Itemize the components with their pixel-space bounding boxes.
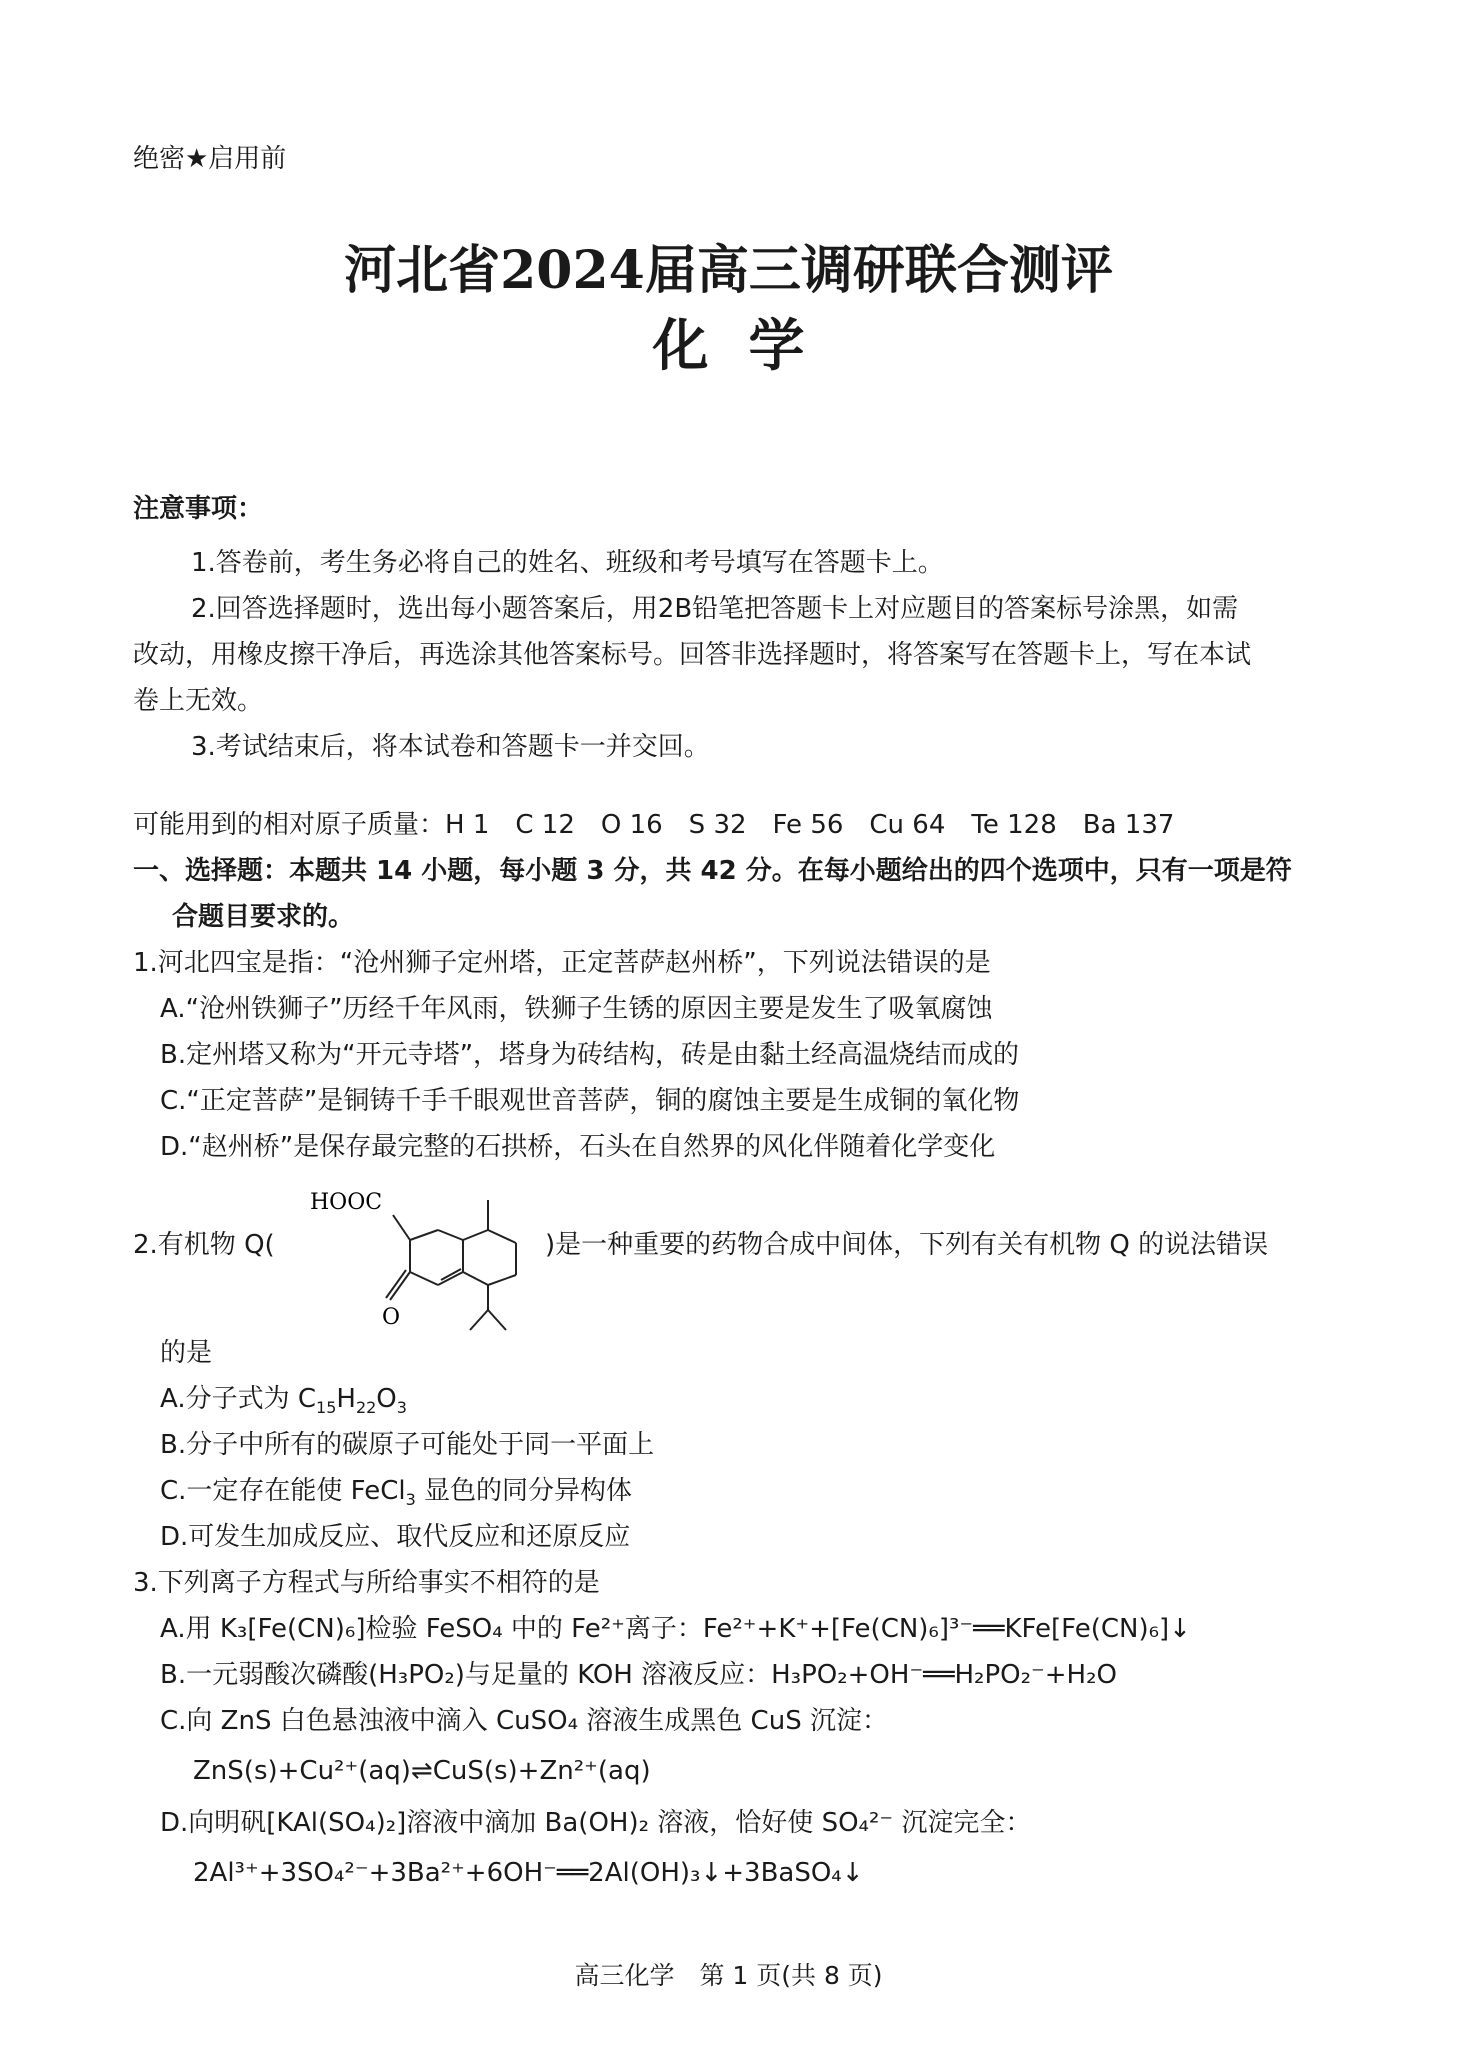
q3-option-b: B.一元弱酸次磷酸(H₃PO₂)与足量的 KOH 溶液反应：H₃PO₂+OH⁻══H₂PO₂⁻+H₂O (160, 1660, 1117, 1690)
q2-option-a: A.分子式为 $C_{15}H_{22}O_3$ (160, 1384, 407, 1418)
q3-option-c-equation: ZnS(s)+Cu²⁺(aq)⇌CuS(s)+Zn²⁺(aq) (193, 1756, 651, 1786)
atomic-masses: 可能用到的相对原子质量：H 1 C 12 O 16 S 32 Fe 56 Cu 64 Te 128 Ba 137 (133, 810, 1175, 840)
molecule-q-structure (298, 1185, 538, 1335)
q1-option-c: C.“正定菩萨”是铜铸千手千眼观世音菩萨，铜的腐蚀主要是生成铜的氧化物 (160, 1086, 1020, 1116)
q1-option-a: A.“沧州铁狮子”历经千年风雨，铁狮子生锈的原因主要是发生了吸氧腐蚀 (160, 994, 993, 1024)
q3-option-d: D.向明矾[KAl(SO₄)₂]溶液中滴加 Ba(OH)₂ 溶液，恰好使 SO₄²⁻ 沉淀完全： (160, 1808, 1032, 1838)
q2-stem-end: 的是 (160, 1338, 213, 1368)
notice-item-1: 1.答卷前，考生务必将自己的姓名、班级和考号填写在答题卡上。 (191, 548, 944, 578)
section1-heading: 一、选择题：本题共 14 小题，每小题 3 分，共 42 分。在每小题给出的四个选项中，只有一项是符 (133, 856, 1292, 886)
q3-option-a: A.用 K₃[Fe(CN)₆]检验 FeSO₄ 中的 Fe²⁺离子：Fe²⁺+K⁺+[Fe(CN)₆]³⁻══KFe[Fe(CN)₆]↓ (160, 1614, 1191, 1644)
exam-title: 河北省2024届高三调研联合测评 (344, 240, 1113, 301)
notice-item-3: 3.考试结束后，将本试卷和答题卡一并交回。 (191, 732, 710, 762)
q2-stem-suffix: )是一种重要的药物合成中间体，下列有关有机物 Q 的说法错误 (545, 1230, 1269, 1260)
subject-title: 化学 (652, 313, 845, 379)
q3-option-d-equation: 2Al³⁺+3SO₄²⁻+3Ba²⁺+6OH⁻══2Al(OH)₃↓+3BaSO₄↓ (193, 1858, 864, 1888)
q2-option-d: D.可发生加成反应、取代反应和还原反应 (160, 1522, 631, 1552)
page-footer: 高三化学 第 1 页(共 8 页) (574, 1961, 883, 1990)
q1-option-b: B.定州塔又称为“开元寺塔”，塔身为砖结构，砖是由黏土经高温烧结而成的 (160, 1040, 1020, 1070)
q2-option-c: C.一定存在能使 FeCl$_3$ 显色的同分异构体 (160, 1476, 633, 1510)
mol-label-cooh: HOOC (310, 1190, 383, 1215)
q3-stem: 3.下列离子方程式与所给事实不相符的是 (133, 1568, 600, 1598)
notice-item-2: 2.回答选择题时，选出每小题答案后，用2B铅笔把答题卡上对应题目的答案标号涂黑，如需 (191, 594, 1239, 624)
notice-heading: 注意事项： (133, 494, 264, 524)
secret-label: 绝密★启用前 (133, 144, 287, 174)
q1-option-d: D.“赵州桥”是保存最完整的石拱桥，石头在自然界的风化伴随着化学变化 (160, 1132, 996, 1162)
notice-item-2-cont: 改动，用橡皮擦干净后，再选涂其他答案标号。回答非选择题时，将答案写在答题卡上，写在本试 (133, 640, 1252, 670)
q2-option-b: B.分子中所有的碳原子可能处于同一平面上 (160, 1430, 655, 1460)
mol-label-o: O (382, 1305, 401, 1330)
q3-option-c: C.向 ZnS 白色悬浊液中滴入 CuSO₄ 溶液生成黑色 CuS 沉淀： (160, 1706, 888, 1736)
q2-stem-prefix: 2.有机物 Q( (133, 1230, 275, 1260)
section1-heading-cont: 合题目要求的。 (172, 902, 355, 932)
q1-stem: 1.河北四宝是指：“沧州狮子定州塔，正定菩萨赵州桥”，下列说法错误的是 (133, 948, 991, 978)
notice-item-2-end: 卷上无效。 (133, 686, 264, 716)
